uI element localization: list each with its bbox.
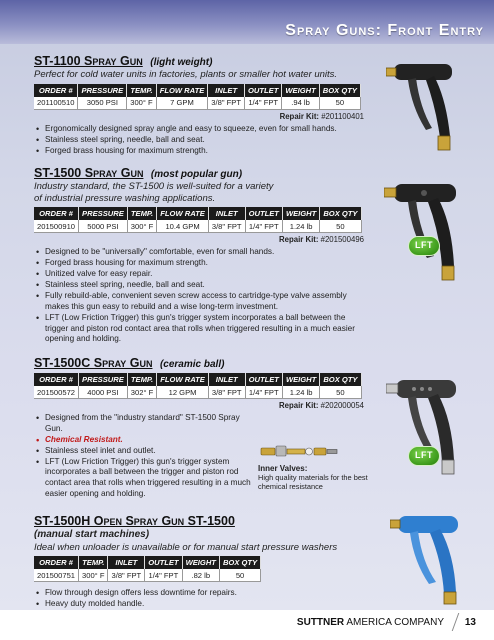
cell-order: 201500910 [34,220,79,233]
repair-kit [34,112,364,121]
inner-valves-title: Inner Valves: [258,464,308,473]
feature-item: • Unitized valve for easy repair. [34,269,364,280]
page-footer [0,610,494,640]
feature-item: • Ergonomically designed spray angle and easy to squeeze, even for small hands. [34,124,364,135]
cell-inlet: 3/8" FPT [208,220,245,233]
col-temp: TEMP. [79,556,108,569]
col-weight: WEIGHT [282,207,319,220]
col-inlet: INLET [208,373,245,386]
feature-item: • Forged brass housing for maximum strength. [34,258,364,269]
cell-boxqty: 50 [320,386,361,399]
feature-item: • Designed from the "industry standard" ST-1500 Spray Gun. [34,413,259,434]
cell-pressure: 5000 PSI [79,220,128,233]
section-title [34,356,364,370]
feature-item: • Fully rebuild-able, convenient seven screw access to cartridge-type valve assembly makes this gun easy to rebuild and a wise long-term investment. [34,291,364,312]
feature-item: • Designed to be "universally" comfortable, even for small hands. [34,247,364,258]
col-inlet: INLET [208,84,245,97]
lft-badge-st1500: LFT [408,236,440,256]
st1500-gun-image [384,178,470,288]
spec-table [34,556,261,582]
inner-valve-parts-image [260,443,338,459]
footer-brand [297,617,444,628]
spec-table [34,207,362,233]
cell-order: 201100510 [34,97,78,110]
cell-outlet: 1/4" FPT [245,220,282,233]
cell-inlet: 3/8" FPT [208,97,245,110]
repair-kit-label: Repair Kit: [279,401,319,410]
col-boxqty: BOX QTY [320,373,361,386]
col-flow: FLOW RATE [156,84,208,97]
product-description: Industry standard, the ST-1500 is well-suited for a variety of industrial pressure washing applications. [34,181,274,204]
col-outlet: OUTLET [245,373,282,386]
feature-item: • Flow through design offers less downtime for repairs. [34,588,364,599]
feature-item: • Stainless steel spring, needle, ball and seat. [34,280,364,291]
spec-row [34,220,361,233]
product-name: ST-1500C Spray Gun [34,356,153,370]
feature-item: • Stainless steel spring, needle, ball and seat. [34,135,364,146]
page-title: Spray Guns: Front Entry [285,22,484,39]
feature-list [34,413,259,499]
col-order: ORDER # [34,207,79,220]
footer-divider [452,613,460,631]
cell-temp: 300° F [79,569,108,582]
cell-weight: 1.24 lb [282,220,319,233]
section-title [34,54,364,68]
spec-header-row [34,556,261,569]
col-order: ORDER # [34,556,79,569]
repair-kit [34,401,364,410]
col-weight: WEIGHT [282,373,319,386]
col-pressure: PRESSURE [78,84,127,97]
col-boxqty: BOX QTY [320,207,361,220]
product-name: ST-1500H Open Spray Gun ST-1500 [34,514,235,528]
spec-table [34,84,361,110]
repair-kit-number: #201100401 [321,111,364,121]
cell-weight: .94 lb [282,97,319,110]
col-order: ORDER # [34,373,79,386]
cell-order: 201500572 [34,386,79,399]
section-title [34,166,364,180]
cell-boxqty: 50 [319,97,360,110]
col-weight: WEIGHT [282,84,319,97]
col-outlet: OUTLET [245,84,282,97]
feature-item: • LFT (Low Friction Trigger) this gun's trigger system incorporates a ball between the trigger and piston rod contact area that rolls when triggered resulting in a much easier opening and holding. [34,313,364,345]
cell-flow: 12 GPM [157,386,209,399]
inner-valves-callout [258,443,368,491]
feature-item-chemical: • Chemical Resistant. [34,435,259,446]
col-flow: FLOW RATE [157,207,209,220]
col-outlet: OUTLET [245,207,282,220]
col-inlet: INLET [208,207,245,220]
feature-list [34,247,364,345]
col-order: ORDER # [34,84,78,97]
cell-outlet: 1/4" FPT [245,97,282,110]
inner-valves-desc: High quality materials for the best chemical resistance [258,473,368,491]
cell-temp: 300° F [127,97,156,110]
spec-table [34,373,362,399]
cell-outlet: 1/4" FPT [145,569,182,582]
repair-kit [34,235,364,244]
cell-pressure: 4000 PSI [79,386,128,399]
col-inlet: INLET [108,556,145,569]
spec-header-row [34,84,360,97]
cell-outlet: 1/4" FPT [245,386,282,399]
cell-flow: 7 GPM [156,97,208,110]
col-flow: FLOW RATE [157,373,209,386]
cell-flow: 10.4 GPM [157,220,209,233]
section-st1500h [34,514,364,621]
spec-header-row [34,373,361,386]
cell-inlet: 3/8" FPT [108,569,145,582]
feature-item: • Stainless steel inlet and outlet. [34,446,259,457]
feature-list [34,124,364,157]
product-name: ST-1500 Spray Gun [34,166,144,180]
cell-inlet: 3/8" FPT [208,386,245,399]
col-pressure: PRESSURE [79,373,128,386]
lft-badge-st1500c: LFT [408,446,440,466]
spec-row [34,569,261,582]
cell-temp: 300° F [127,220,156,233]
section-title [34,514,364,528]
feature-item: • LFT (Low Friction Trigger) this gun's trigger system incorporates a ball between the trigger and piston rod contact area that rolls when triggered resulting in a much easier opening and holding. [34,457,259,499]
cell-pressure: 3050 PSI [78,97,127,110]
product-description: Perfect for cold water units in factories, plants or smaller hot water units. [34,69,338,80]
col-temp: TEMP. [127,207,156,220]
cell-temp: 302° F [127,386,156,399]
feature-item: • Forged brass housing for maximum strength. [34,146,364,157]
st1100-gun-image [386,58,466,158]
st1500h-gun-image [390,510,470,610]
product-subtitle: (light weight) [150,57,213,68]
footer-brand-rest: AMERICA COMPANY [344,617,444,628]
spec-row [34,97,360,110]
footer-brand-bold: SUTTNER [296,617,345,628]
section-st1100 [34,54,364,157]
product-subtitle: (manual start machines) [34,529,150,540]
cell-boxqty: 50 [219,569,260,582]
col-temp: TEMP. [127,84,156,97]
cell-weight: 1.24 lb [282,386,319,399]
cell-weight: .82 lb [182,569,219,582]
repair-kit-label: Repair Kit: [279,111,320,121]
product-subtitle: (ceramic ball) [159,359,225,370]
page-number: 13 [464,617,476,628]
cell-order: 201500751 [34,569,79,582]
product-description: Ideal when unloader is unavailable or for manual start pressure washers [34,541,338,553]
col-temp: TEMP. [127,373,156,386]
col-weight: WEIGHT [182,556,219,569]
col-outlet: OUTLET [145,556,182,569]
col-boxqty: BOX QTY [319,84,360,97]
repair-kit-number: #202000054 [320,401,364,410]
feature-item: • Heavy duty molded handle. [34,599,364,610]
cell-boxqty: 50 [320,220,361,233]
col-pressure: PRESSURE [79,207,128,220]
section-st1500 [34,166,364,345]
spec-header-row [34,207,361,220]
product-name: ST-1100 Spray Gun [34,54,143,68]
repair-kit-number: #201500496 [320,235,364,244]
product-subtitle: (most popular gun) [150,169,243,180]
spec-row [34,386,361,399]
repair-kit-label: Repair Kit: [279,235,319,244]
col-boxqty: BOX QTY [219,556,260,569]
